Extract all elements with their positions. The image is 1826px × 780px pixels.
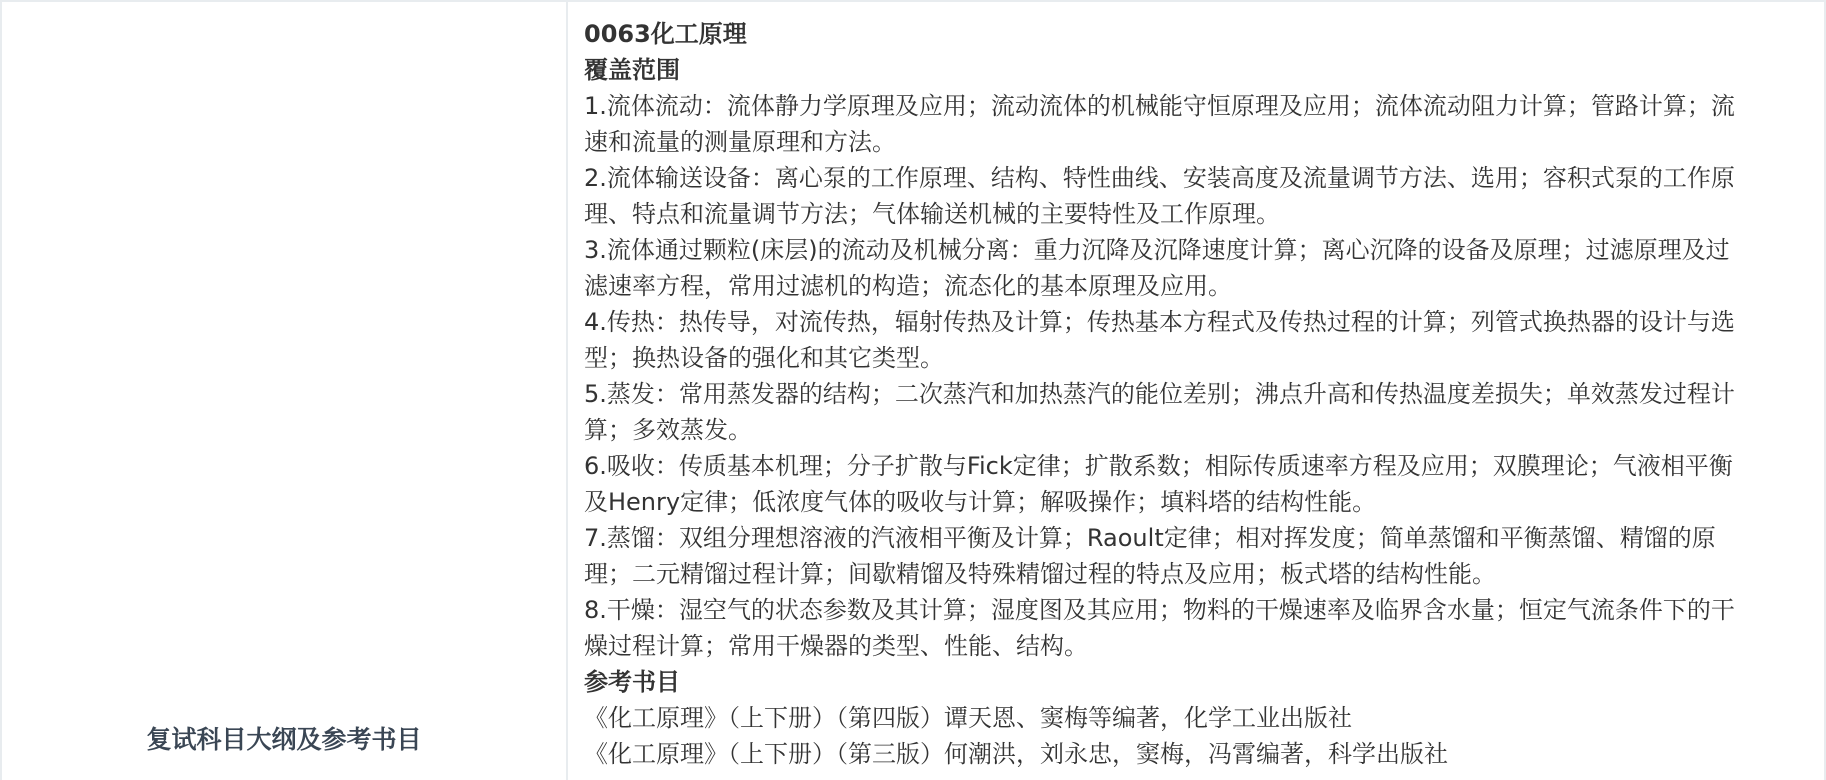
coverage-item — [584, 88, 1794, 160]
coverage-item-line: 6.吸收：传质基本机理；分子扩散与Fick定律；扩散系数；相际传质速率方程及应用；双膜理论；气液相平衡 — [584, 452, 1733, 480]
coverage-item — [584, 160, 1794, 232]
coverage-item-line: 理、特点和流量调节方法；气体输送机械的主要特性及工作原理。 — [584, 200, 1280, 228]
subject-title: 0063化工原理 — [584, 20, 747, 48]
coverage-item-line: 算；多效蒸发。 — [584, 416, 752, 444]
coverage-item-line: 4.传热：热传导，对流传热，辐射传热及计算；传热基本方程式及传热过程的计算；列管式换热器的设计与选 — [584, 308, 1735, 336]
coverage-item-line: 滤速率方程，常用过滤机的构造；流态化的基本原理及应用。 — [584, 272, 1232, 300]
reference-item: 《化工原理》（上下册）（第三版）何潮洪，刘永忠，窦梅，冯霄编著，科学出版社 — [584, 740, 1448, 768]
coverage-item-line: 2.流体输送设备：离心泵的工作原理、结构、特性曲线、安装高度及流量调节方法、选用；容积式泵的工作原 — [584, 164, 1735, 192]
coverage-item-line: 7.蒸馏：双组分理想溶液的汽液相平衡及计算；Raoult定律；相对挥发度；简单蒸馏和平衡蒸馏、精馏的原 — [584, 524, 1716, 552]
coverage-item-line: 燥过程计算；常用干燥器的类型、性能、结构。 — [584, 632, 1088, 660]
coverage-item-line: 及Henry定律；低浓度气体的吸收与计算；解吸操作；填料塔的结构性能。 — [584, 488, 1377, 516]
coverage-item-line: 型；换热设备的强化和其它类型。 — [584, 344, 944, 372]
coverage-item-line: 理；二元精馏过程计算；间歇精馏及特殊精馏过程的特点及应用；板式塔的结构性能。 — [584, 560, 1496, 588]
row-content-cell — [568, 2, 1826, 780]
coverage-heading: 覆盖范围 — [584, 56, 680, 84]
coverage-item — [584, 448, 1794, 520]
reference-item: 《化工原理》（上下册）（第四版）谭天恩、窦梅等编著，化学工业出版社 — [584, 704, 1352, 732]
row-label-cell — [0, 2, 568, 780]
coverage-item — [584, 376, 1794, 448]
coverage-item — [584, 592, 1794, 664]
row-label: 复试科目大纲及参考书目 — [146, 725, 422, 754]
coverage-item-line: 1.流体流动：流体静力学原理及应用；流动流体的机械能守恒原理及应用；流体流动阻力计算；管路计算；流 — [584, 92, 1735, 120]
coverage-item — [584, 232, 1794, 304]
references-heading: 参考书目 — [584, 668, 680, 696]
coverage-item-line: 8.干燥：湿空气的状态参数及其计算；湿度图及其应用；物料的干燥速率及临界含水量；恒定气流条件下的干 — [584, 596, 1735, 624]
coverage-item — [584, 520, 1794, 592]
coverage-item — [584, 304, 1794, 376]
coverage-item-line: 速和流量的测量原理和方法。 — [584, 128, 896, 156]
coverage-item-line: 5.蒸发：常用蒸发器的结构；二次蒸汽和加热蒸汽的能位差别；沸点升高和传热温度差损失；单效蒸发过程计 — [584, 380, 1735, 408]
coverage-item-line: 3.流体通过颗粒(床层)的流动及机械分离：重力沉降及沉降速度计算；离心沉降的设备及原理；过滤原理及过 — [584, 236, 1730, 264]
